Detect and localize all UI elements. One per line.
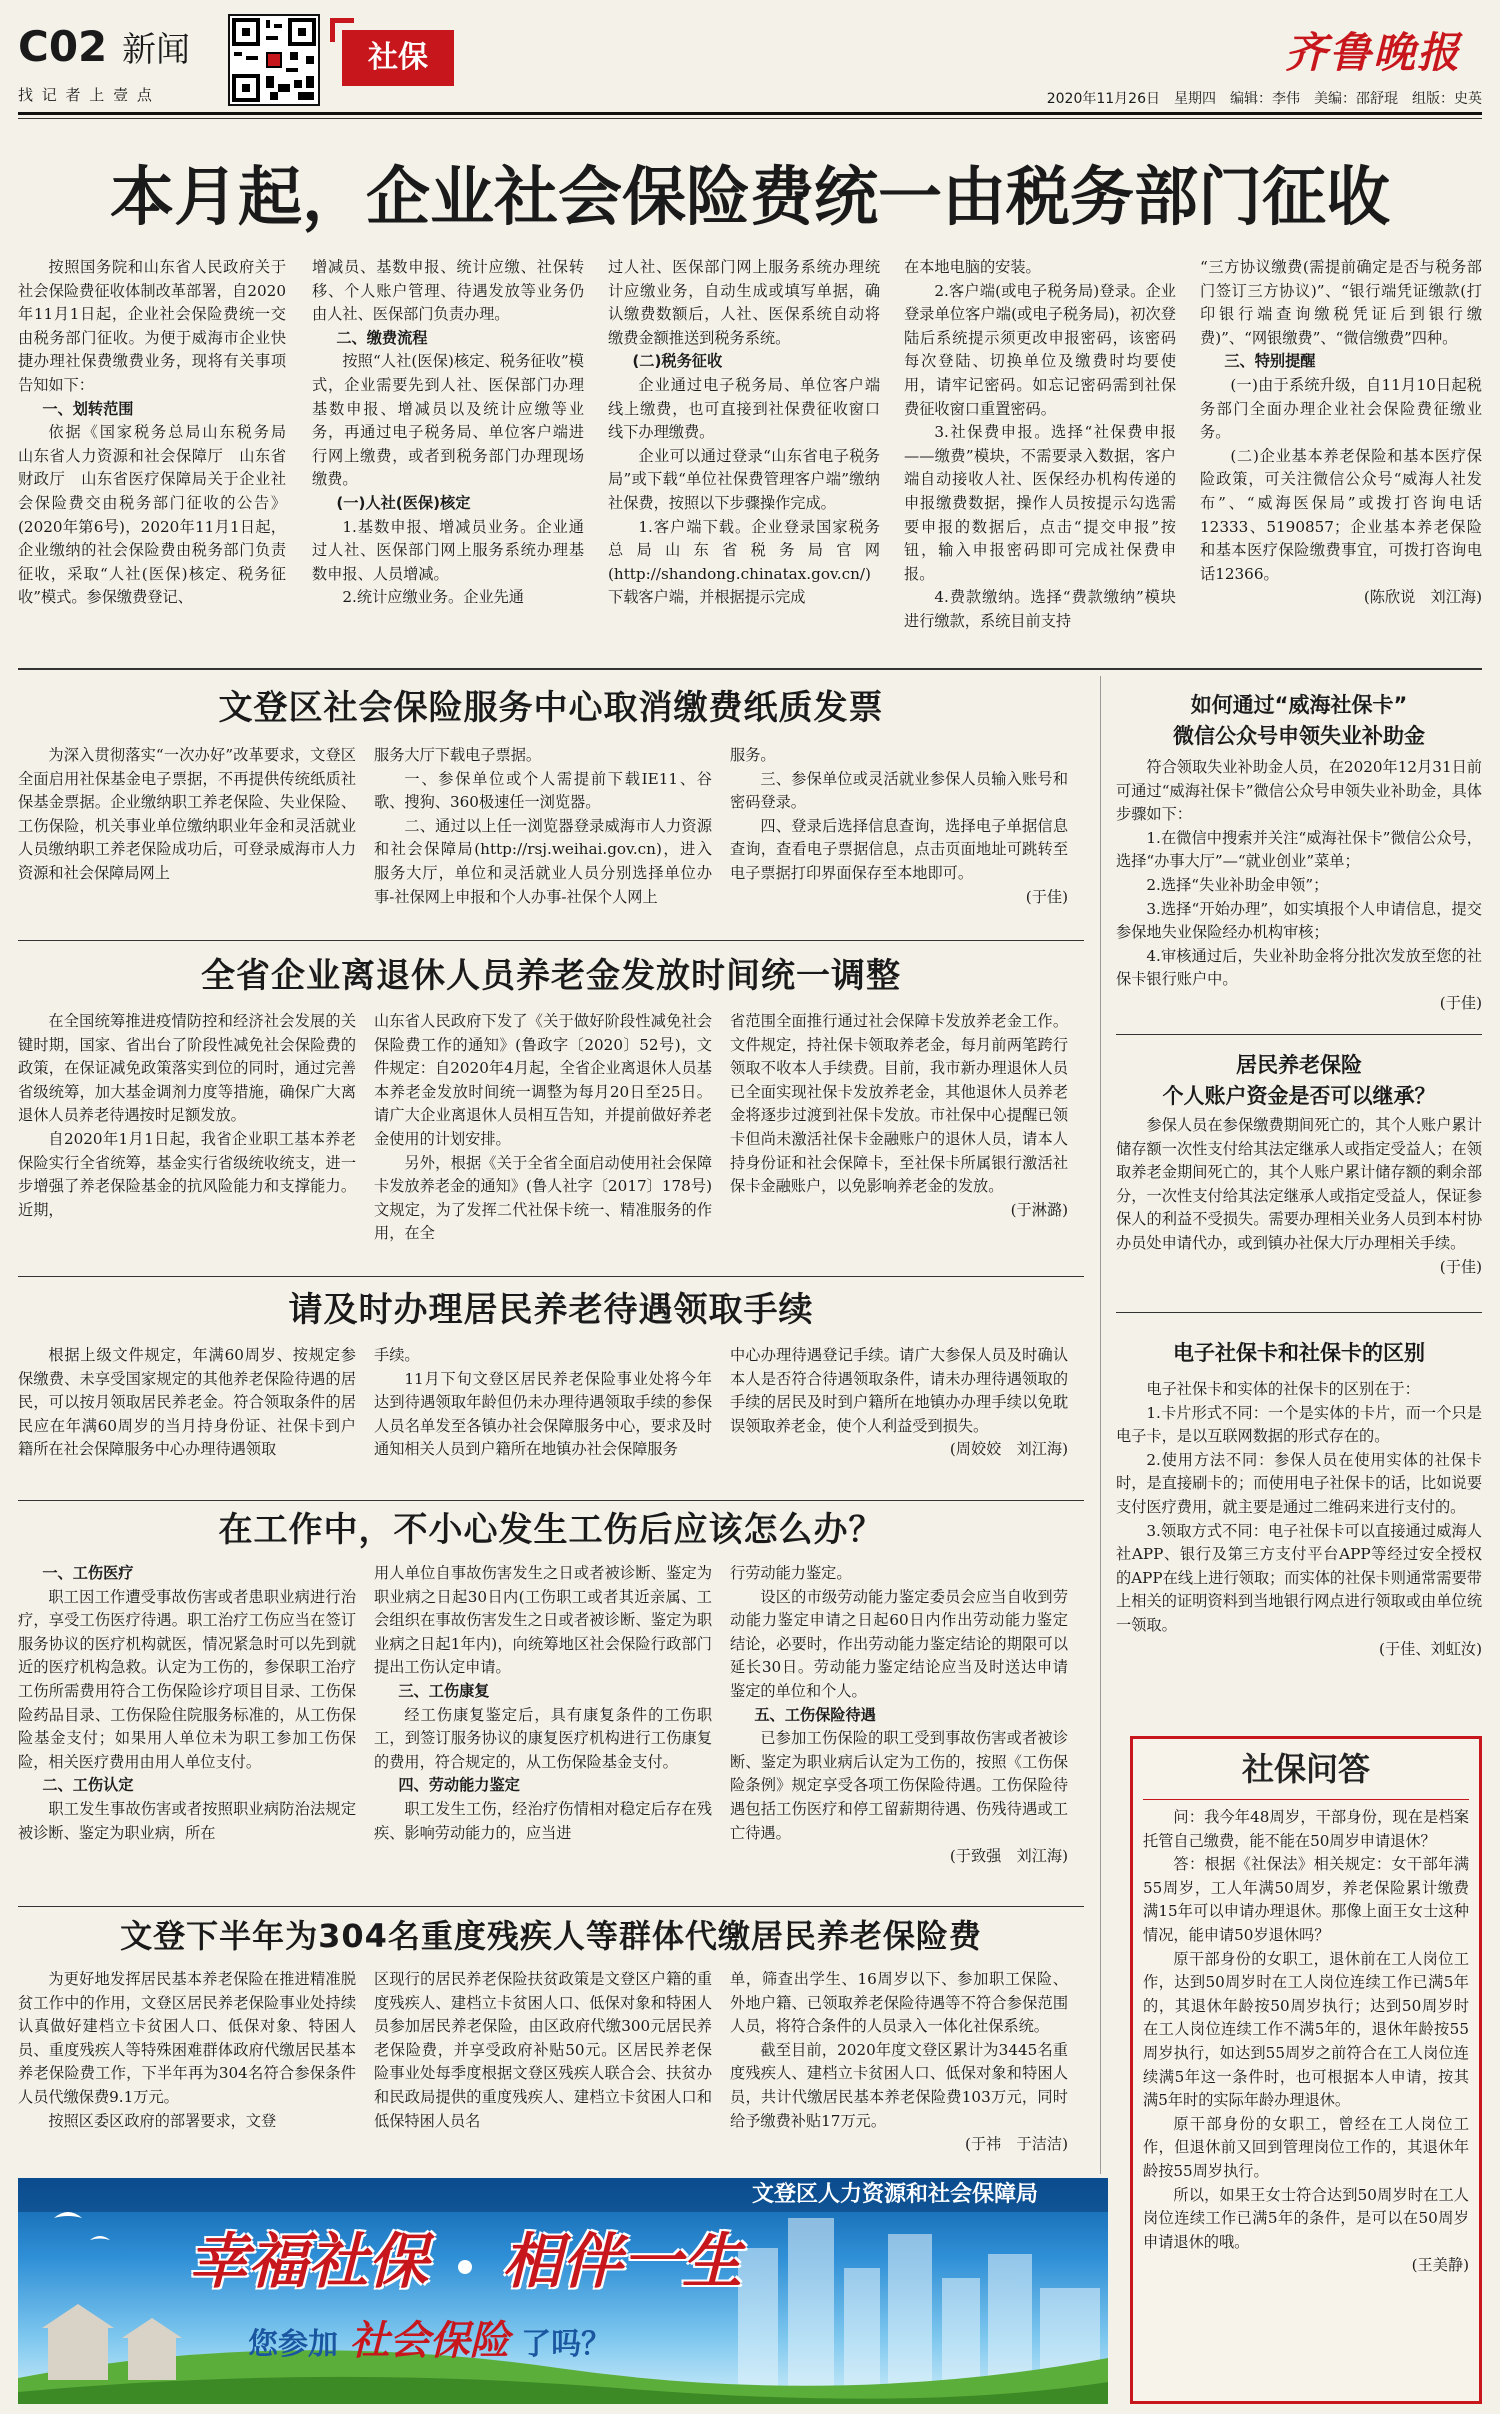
sidebar3-body <box>1116 1378 1482 1718</box>
paragraph: 参保人员在参保缴费期间死亡的，其个人账户累计储存额一次性支付给其法定继承人或指定受益人；在领取养老金期间死亡的，其个人账户累计储存额的剩余部分，一次性支付给其法定继承人或指定受益人，保证参保人的利益不受损失。需要办理相关业务人员到本村协办员处申请代办，或到镇办社保大厅办理相关手续。 <box>1116 1116 1482 1252</box>
byline: (于祎 于洁洁) <box>965 2135 1068 2154</box>
subheading: 二、缴费流程 <box>336 328 428 347</box>
article6-column-1 <box>18 1968 356 2178</box>
paragraph: 职工发生事故伤害或者按照职业病防治法规定被诊断、鉴定为职业病，所在 <box>18 1799 356 1842</box>
paragraph: 截至目前，2020年度文登区累计为3445名重度残疾人、建档立卡贫困人口、低保对象和特困人员，共计代缴居民基本养老保险费103万元，同时给予缴费补贴17万元。 <box>730 2040 1068 2130</box>
article3-column-1 <box>18 1010 356 1270</box>
paragraph: 2.选择“失业补助金申领”； <box>1146 875 1329 894</box>
paragraph: (二)企业基本养老保险和基本医疗保险政策，可关注微信公众号“威海人社发布”、“威海医保局”或拨打咨询电话12333、5190857；企业基本养老保险和基本医疗保险缴费事宜，可拨打咨询电话12366。 <box>1200 446 1482 583</box>
byline: (于致强 刘江海) <box>949 1847 1068 1866</box>
byline: (于佳) <box>1025 887 1068 906</box>
paragraph: 为深入贯彻落实“一次办好”改革要求，文登区全面启用社保基金电子票据，不再提供传统纸质社保基金票据。企业缴纳职工养老保险、失业保险、工伤保险，机关事业单位缴纳职业年金和灵活就业人员缴纳职工养老保险成功后，可登录威海市人力资源和社会保障局网上 <box>18 746 356 882</box>
paragraph: 2.使用方法不同：参保人员在使用实体的社保卡时，是直接刷卡的；而使用电子社保卡的话，比如说要支付医疗费用，就主要是通过二维码来进行支付的。 <box>1116 1450 1482 1516</box>
article3-column-2 <box>374 1010 712 1270</box>
paragraph: 1.卡片形式不同：一个是实体的卡片，而一个只是电子卡，是以互联网数据的形式存在的。 <box>1116 1403 1482 1446</box>
paragraph: 答：根据《社保法》相关规定：女干部年满55周岁，工人年满50周岁，养老保险累计缴费满15年可以申请办理退休。那像上面王女士这种情况，能申请50岁退休吗？ <box>1143 1855 1469 1944</box>
article2-column-2 <box>374 744 712 934</box>
article3-bottom-rule <box>18 1276 1084 1277</box>
masthead-rule-thin <box>18 118 1482 119</box>
byline: (周姣姣 刘江海) <box>949 1440 1068 1459</box>
article5-column-2 <box>374 1562 712 1904</box>
paragraph: 山东省人民政府下发了《关于做好阶段性减免社会保险费工作的通知》(鲁政字〔2020〕52号)，文件规定：自2020年4月起，全省企业离退休人员基本养老金发放时间统一调整为每月20日至25日。请广大企业离退休人员相互告知，并提前做好养老金使用的计划安排。 <box>374 1012 712 1148</box>
paragraph: 4.审核通过后，失业补助金将分批次发放至您的社保卡银行账户中。 <box>1116 946 1482 989</box>
issue-meta: 2020年11月26日 星期四 编辑：李伟 美编：邵舒琨 组版：史英 <box>1046 91 1482 107</box>
qa-body <box>1143 1806 1469 2396</box>
page-number: C02 <box>18 22 108 71</box>
paragraph: 原干部身份的女职工，退休前在工人岗位工作，达到50周岁时在工人岗位连续工作已满5年的，其退休年龄按50周岁执行；达到50周岁时在工人岗位连续工作不满5年的，退休年龄按55周岁执行，如达到55周岁之前符合在工人岗位连续满5年这一条件时，也可根据本人申请，按其满5年时的实际年龄办理退休。 <box>1143 1949 1469 2110</box>
paragraph: 问：我今年48周岁，干部身份，现在是档案托管自己缴费，能不能在50周岁申请退休？ <box>1143 1808 1469 1850</box>
paragraph: 三、参保单位或灵活就业参保人员输入账号和密码登录。 <box>730 769 1068 812</box>
subheading: (一)人社(医保)核定 <box>336 493 471 512</box>
article6-column-3 <box>730 1968 1068 2178</box>
article2-headline: 文登区社会保险服务中心取消缴费纸质发票 <box>218 688 884 728</box>
subheading: 三、工伤康复 <box>398 1681 490 1700</box>
paragraph: 电子社保卡和实体的社保卡的区别在于： <box>1146 1380 1420 1398</box>
sidebar1-rule <box>1116 1034 1482 1035</box>
article4-column-1 <box>18 1344 356 1496</box>
newspaper-logo: 齐鲁晚报 <box>1285 28 1462 77</box>
paragraph: 2.统计应缴业务。企业先通 <box>342 588 524 607</box>
paragraph: 依据《国家税务总局山东税务局 山东省人力资源和社会保障厅 山东省财政厅 山东省医疗保障局关于企业社会保险费交由税务部门征收的公告》(2020年第6号)，2020年11月1日起，企业缴纳的社会保险费由税务部门负责征收，采取“人社(医保)核定、税务征收”模式。参保缴费登记、 <box>18 423 302 607</box>
paragraph: 2.客户端(或电子税务局)登录。企业登录单位客户端(或电子税务局)，初次登陆后系统提示须更改申报密码，该密码每次登陆、切换单位及缴费时均要使用，请牢记密码。如忘记密码需到社保费征收窗口重置密码。 <box>904 281 1176 418</box>
qr-code-icon <box>228 14 320 106</box>
ad-banner <box>18 2178 1108 2404</box>
paragraph: 职工因工作遭受事故伤害或者患职业病进行治疗，享受工伤医疗待遇。职工治疗工伤应当在签订服务协议的医疗机构就医，情况紧急时可以先到就近的医疗机构急救。认定为工伤的，参保职工治疗工伤所需费用符合工伤保险诊疗项目目录、工伤保险药品目录、工伤保险住院服务标准的，从工伤保险基金支付；如果用人单位未为职工参加工伤保险，相关医疗费用由用人单位支付。 <box>18 1587 356 1771</box>
sidebar2-rule <box>1116 1312 1482 1313</box>
qa-box <box>1130 1736 1482 2404</box>
section-name: 新闻 <box>122 30 190 70</box>
banner-subline: 您参加 社会保险 了吗？ <box>248 2318 612 2364</box>
lead-column-1 <box>18 256 302 656</box>
paragraph: 一、参保单位或个人需提前下载IE11、谷歌、搜狗、360极速任一浏览器。 <box>374 769 712 812</box>
sidebar2-body <box>1116 1114 1482 1304</box>
article5-column-3 <box>730 1562 1068 1904</box>
paragraph: 按照“人社(医保)核定、税务征收”模式，企业需要先到人社、医保部门办理基数申报、增减员以及统计应缴等业务，再通过电子税务局、单位客户端进行网上缴费，或者到税务部门办理现场缴费。 <box>312 352 584 489</box>
article2-bottom-rule <box>18 940 1084 941</box>
lead-column-2 <box>312 256 584 656</box>
paragraph: 4.费款缴纳。选择“费款缴纳”模块进行缴款，系统目前支持 <box>904 588 1176 630</box>
subheading: 三、特别提醒 <box>1224 352 1316 371</box>
paragraph: 1.在微信中搜索并关注“威海社保卡”微信公众号，选择“办事大厅”—“就业创业”菜单； <box>1116 828 1482 871</box>
byline: (于佳、刘虹汝) <box>1379 1639 1482 1658</box>
article5-bottom-rule <box>18 1906 1084 1907</box>
main-column-divider <box>1100 676 1101 2174</box>
subheading: 一、划转范围 <box>42 399 134 418</box>
paragraph: 符合领取失业补助金人员，在2020年12月31日前可通过“威海社保卡”微信公众号申领失业补助金，具体步骤如下： <box>1116 758 1482 824</box>
paragraph: 中心办理待遇登记手续。请广大参保人员及时确认本人是否符合待遇领取条件，请未办理待遇领取的手续的居民及时到户籍所在地镇办办理手续以免耽误领取养老金，使个人利益受到损失。 <box>730 1346 1068 1435</box>
article4-column-3 <box>730 1344 1068 1496</box>
lead-headline: 本月起，企业社会保险费统一由税务部门征收 <box>110 161 1390 235</box>
lead-column-5 <box>1200 256 1482 656</box>
article5-column-1 <box>18 1562 356 1904</box>
paragraph: 二、通过以上任一浏览器登录威海市人力资源和社会保障局(http://rsj.weihai.gov.cn)，进入服务大厅，单位和灵活就业人员分别选择单位办事-社保网上申报和个人办事-社保个人网上 <box>374 816 712 906</box>
paragraph: 区现行的居民养老保险扶贫政策是文登区户籍的重度残疾人、建档立卡贫困人口、低保对象和特困人员参加居民养老保险，由区政府代缴300元居民养老保险费，并享受政府补贴50元。区居民养老保险事业处每季度根据文登区残疾人联合会、扶贫办和民政局提供的重度残疾人、建档立卡贫困人口和低保特困人员名 <box>374 1970 712 2130</box>
qa-title: 社保问答 <box>1143 1739 1469 1800</box>
paragraph: 经工伤康复鉴定后，具有康复条件的工伤职工，到签订服务协议的康复医疗机构进行工伤康复的费用，符合规定的，从工伤保险基金支付。 <box>374 1705 712 1771</box>
paragraph: 用人单位自事故伤害发生之日或者被诊断、鉴定为职业病之日起30日内(工伤职工或者其近亲属、工会组织在事故伤害发生之日或者被诊断、鉴定为职业病之日起1年内)，向统筹地区社会保险行政部门提出工伤认定申请。 <box>374 1564 712 1677</box>
paragraph: 1.基数申报、增减员业务。企业通过人社、医保部门网上服务系统办理基数申报、人员增减。 <box>312 517 584 583</box>
paragraph: 已参加工伤保险的职工受到事故伤害或者被诊断、鉴定为职业病后认定为工伤的，按照《工伤保险条例》规定享受各项工伤保险待遇。工伤保险待遇包括工伤医疗和停工留薪期待遇、伤残待遇或工亡待遇。 <box>730 1729 1068 1842</box>
article5-headline: 在工作中，不小心发生工伤后应该怎么办？ <box>218 1510 884 1550</box>
paragraph: 按照区委区政府的部署要求，文登 <box>48 2111 277 2130</box>
paragraph: 四、登录后选择信息查询，选择电子单据信息查询，查看电子票据信息，点击页面地址可跳转至电子票据打印界面保存至本地即可。 <box>730 816 1068 882</box>
subheading: 一、工伤医疗 <box>42 1564 134 1582</box>
sidebar3-headline: 电子社保卡和社保卡的区别 <box>1173 1341 1425 1365</box>
paragraph: 设区的市级劳动能力鉴定委员会应当自收到劳动能力鉴定申请之日起60日内作出劳动能力鉴定结论，必要时，作出劳动能力鉴定结论的期限可以延长30日。劳动能力鉴定结论应当及时送达申请鉴定的单位和个人。 <box>730 1587 1068 1700</box>
article4-headline: 请及时办理居民养老待遇领取手续 <box>288 1290 814 1330</box>
lead-column-4 <box>904 256 1176 656</box>
paragraph: 行劳动能力鉴定。 <box>730 1564 852 1582</box>
article2-column-3 <box>730 744 1068 934</box>
byline: (王美静) <box>1411 2256 1469 2275</box>
paragraph: 企业通过电子税务局、单位客户端线上缴费，也可直接到社保费征收窗口线下办理缴费。 <box>608 375 880 442</box>
article3-column-3 <box>730 1010 1068 1270</box>
paragraph: 职工发生工伤，经治疗伤情相对稳定后存在残疾、影响劳动能力的，应当进 <box>374 1799 712 1842</box>
paragraph: 在本地电脑的安装。 <box>904 258 1041 276</box>
lead-column-3 <box>608 256 880 656</box>
sidebar1-headline: 如何通过“威海社保卡” 微信公众号申领失业补助金 <box>1173 693 1425 748</box>
paragraph: 自2020年1月1日起，我省企业职工基本养老保险实行全省统筹，基金实行省级统收统支，进一步增强了养老保险基金的抗风险能力和支撑能力。近期， <box>18 1129 356 1219</box>
paragraph: 省范围全面推行通过社会保障卡发放养老金工作。文件规定，持社保卡领取养老金，每月前两笔跨行领取不收本人手续费。目前，我市新办理退休人员已全面实现社保卡发放养老金，其他退休人员养老金将逐步过渡到社保卡发放。市社保中心提醒已领卡但尚未激活社保卡金融账户的退休人员，请本人持身份证和社会保障卡，至社保卡所属银行激活社保卡金融账户，以免影响养老金的发放。 <box>730 1012 1068 1196</box>
subheading: 五、工伤保险待遇 <box>754 1705 876 1724</box>
subheading: 四、劳动能力鉴定 <box>398 1776 520 1795</box>
paragraph: 服务。 <box>730 746 776 764</box>
paragraph: 根据上级文件规定，年满60周岁、按规定参保缴费、未享受国家规定的其他养老保险待遇的居民，可以按月领取居民养老金。符合领取条件的居民应在年满60周岁的当月持身份证、社保卡到户籍所在社会保障服务中心办理待遇领取 <box>18 1346 356 1459</box>
article2-column-1 <box>18 744 356 934</box>
paragraph: “三方协议缴费(需提前确定是否与税务部门签订三方协议)”、“银行端凭证缴款(打印银行端查询缴税凭证后到银行缴费)”、“网银缴费”、“微信缴费”四种。 <box>1200 258 1482 347</box>
banner-org-bar: 文登区人力资源和社会保障局 <box>18 2178 1108 2212</box>
article6-headline: 文登下半年为304名重度残疾人等群体代缴居民养老保险费 <box>120 1917 982 1955</box>
paragraph: 3.选择“开始办理”，如实填报个人申请信息，提交参保地失业保险经办机构审核； <box>1116 899 1482 942</box>
paragraph: 另外，根据《关于全省全面启动使用社会保障卡发放养老金的通知》(鲁人社字〔2017〕178号)文规定，为了发挥二代社保卡统一、精准服务的作用，在全 <box>374 1153 712 1243</box>
paragraph: 手续。 <box>374 1346 420 1364</box>
byline: (于佳) <box>1439 1257 1482 1276</box>
article3-headline: 全省企业离退休人员养老金发放时间统一调整 <box>201 956 901 996</box>
sidebar1-body <box>1116 756 1482 1028</box>
tagline: 找 记 者 上 壹 点 <box>18 86 154 104</box>
paragraph: 3.社保费申报。选择“社保费申报——缴费”模块，不需要录入数据，客户端自动接收人社、医保经办机构传递的申报缴费数据，操作人员按提示勾选需要申报的数据后，点击“提交申报”按钮，输入申报密码即可完成社保费申报。 <box>904 423 1176 583</box>
paragraph: 企业可以通过登录“山东省电子税务局”或下载“单位社保费管理客户端”缴纳社保费，按照以下步骤操作完成。 <box>608 446 880 512</box>
paragraph: 在全国统筹推进疫情防控和经济社会发展的关键时期，国家、省出台了阶段性减免社会保险费的政策，在保证减免政策落实到位的同时，通过完善省级统筹，加大基金调剂力度等措施，确保广大离退休人员养老待遇按时足额发放。 <box>18 1012 356 1125</box>
paragraph: 11月下旬文登区居民养老保险事业处将今年达到待遇领取年龄但仍未办理待遇领取手续的参保人员名单发至各镇办社会保障服务中心，要求及时通知相关人员到户籍所在地镇办社会保障服务 <box>374 1369 712 1459</box>
paragraph: (一)由于系统升级，自11月10日起税务部门全面办理企业社会保险费征缴业务。 <box>1200 375 1482 442</box>
byline: (于淋潞) <box>1010 1200 1068 1219</box>
paragraph: 为更好地发挥居民基本养老保险在推进精准脱贫工作中的作用，文登区居民养老保险事业处持续认真做好建档立卡贫困人口、低保对象、特困人员、重度残疾人等特殊困难群体政府代缴居民基本养老保险费工作，下半年再为304名符合参保条件人员代缴保费9.1万元。 <box>18 1970 356 2106</box>
paragraph: 增减员、基数申报、统计应缴、社保转移、个人账户管理、待遇发放等业务仍由人社、医保部门负责办理。 <box>312 258 584 324</box>
paragraph: 所以，如果王女士符合达到50周岁时在工人岗位连续工作已满5年的条件，是可以在50周岁申请退休的哦。 <box>1143 2185 1469 2251</box>
paragraph: 按照国务院和山东省人民政府关于社会保险费征收体制改革部署，自2020年11月1日起，企业社会保险费统一交由税务部门征收。为便于威海市企业快捷办理社保费缴费业务，现将有关事项告知如下： <box>18 258 286 394</box>
article6-column-2 <box>374 1968 712 2178</box>
byline: (于佳) <box>1439 993 1482 1012</box>
paragraph: 单，筛查出学生、16周岁以下、参加职工保险、外地户籍、已领取养老保险待遇等不符合参保范围人员，将符合条件的人员录入一体化社保系统。 <box>730 1970 1068 2036</box>
byline: (陈欣说 刘江海) <box>1363 588 1482 607</box>
banner-slogan: 幸福社保 相伴一生 <box>188 2227 742 2297</box>
subheading: 二、工伤认定 <box>42 1776 134 1795</box>
paragraph: 过人社、医保部门网上服务系统办理统计应缴业务，自动生成或填写单据，确认缴费数额后，人社、医保系统自动将缴费金额推送到税务系统。 <box>608 258 880 347</box>
paragraph: 服务大厅下载电子票据。 <box>374 746 542 764</box>
paragraph: 原干部身份的女职工，曾经在工人岗位工作，但退休前又回到管理岗位工作的，其退休年龄按55周岁执行。 <box>1143 2114 1469 2180</box>
sidebar2-headline: 居民养老保险 个人账户资金是否可以继承？ <box>1162 1053 1436 1108</box>
paragraph: 3.领取方式不同：电子社保卡可以直接通过威海人社APP、银行及第三方支付平台APP等经过安全授权的APP在线上进行领取；而实体的社保卡则通常需要带上相关的证明资料到当地银行网点进行领取或由单位统一领取。 <box>1116 1521 1482 1634</box>
lead-bottom-rule <box>18 668 1482 670</box>
channel-tag-corner <box>330 18 354 42</box>
channel-tag: 社保 <box>342 30 454 86</box>
masthead-rule <box>18 112 1482 115</box>
article4-column-2 <box>374 1344 712 1496</box>
subheading: (二)税务征收 <box>632 352 723 371</box>
paragraph: 1.客户端下载。企业登录国家税务总局山东省税务局官网(http://shandong.chinatax.gov.cn/)下载客户端，并根据提示完成 <box>608 517 880 607</box>
